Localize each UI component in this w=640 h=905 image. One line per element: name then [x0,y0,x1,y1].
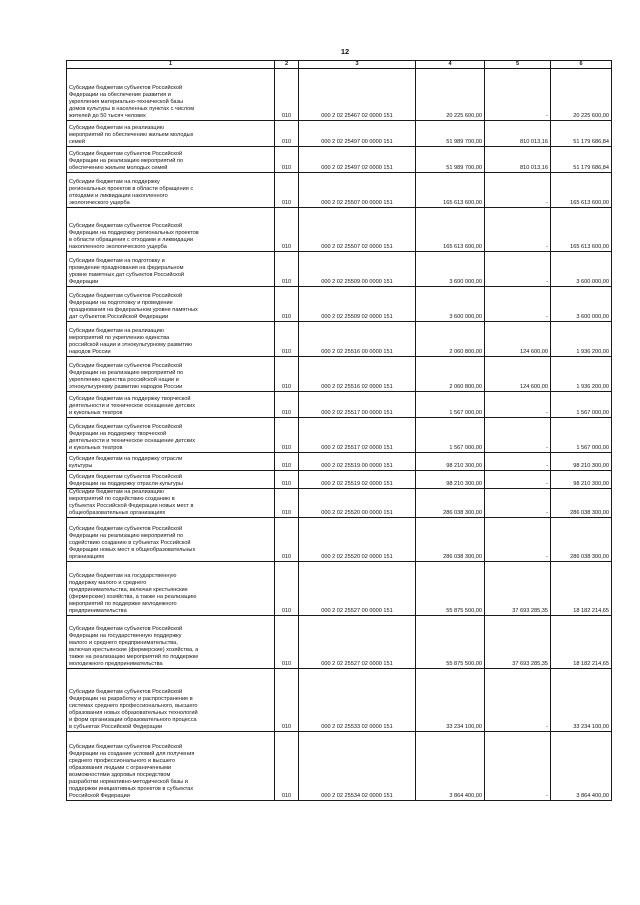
column-header: 5 [485,61,551,69]
executed-amount: - [485,252,551,287]
row-code: 010 [275,208,299,252]
unexecuted-amount: 1 567 000,00 [551,392,612,418]
approved-amount: 20 225 600,00 [416,69,485,121]
column-header: 2 [275,61,299,69]
row-description: Субсидии бюджетам на реализацию мероприятий по обеспечению жильем молодых семей [67,121,275,147]
table-row [67,322,612,357]
budget-classification-code: 000 2 02 25517 02 0000 151 [299,418,416,453]
executed-amount: 810 013,16 [485,121,551,147]
row-description: Субсидии бюджетам субъектов Российской Федерации на поддержку творческой деятельности и техническое оснащение детских и кукольных театров [67,418,275,453]
unexecuted-amount: 1 936 200,00 [551,357,612,392]
approved-amount: 165 613 600,00 [416,173,485,208]
approved-amount: 2 060 800,00 [416,322,485,357]
approved-amount: 286 038 300,00 [416,518,485,562]
executed-amount: 37 693 285,35 [485,616,551,669]
budget-classification-code: 000 2 02 25533 02 0000 151 [299,669,416,732]
row-code: 010 [275,669,299,732]
executed-amount: 124 600,00 [485,357,551,392]
executed-amount: - [485,471,551,489]
budget-classification-code: 000 2 02 25516 02 0000 151 [299,357,416,392]
row-description: Субсидия бюджетам субъектов Российской Федерации на поддержку отрасли культуры [67,471,275,489]
approved-amount: 98 210 300,00 [416,471,485,489]
column-header: 6 [551,61,612,69]
row-description: Субсидии бюджетам на поддержку творческой деятельности и техническое оснащение детских и кукольных театров [67,392,275,418]
row-description: Субсидии бюджетам на реализацию мероприятий по укреплению единства российской нации и этнокультурному развитию народов России [67,322,275,357]
unexecuted-amount: 18 182 214,65 [551,562,612,616]
budget-classification-code: 000 2 02 25527 00 0000 151 [299,562,416,616]
executed-amount: - [485,287,551,322]
unexecuted-amount: 1 936 200,00 [551,322,612,357]
executed-amount: - [485,732,551,801]
budget-classification-code: 000 2 02 25517 00 0000 151 [299,392,416,418]
row-description: Субсидии бюджетам субъектов Российской Федерации на реализацию мероприятий по обеспечению жильем молодых семей [67,147,275,173]
approved-amount: 33 234 100,00 [416,669,485,732]
unexecuted-amount: 51 179 686,84 [551,121,612,147]
row-code: 010 [275,173,299,208]
page-number: 12 [340,47,350,56]
unexecuted-amount: 1 567 000,00 [551,418,612,453]
approved-amount: 165 613 600,00 [416,208,485,252]
row-description: Субсидии бюджетам субъектов Российской Федерации на подготовку и проведение празднования на федеральном уровне памятных дат субъектов Российской Федерации [67,287,275,322]
table-row [67,669,612,732]
row-description: Субсидии бюджетам на реализацию мероприятий по содействию созданию в субъектах Российской Федерации новых мест в общеобразовательных организациях [67,489,275,518]
column-header: 3 [299,61,416,69]
executed-amount: - [485,69,551,121]
unexecuted-amount: 20 225 600,00 [551,69,612,121]
row-description: Субсидии бюджетам субъектов Российской Федерации на реализацию мероприятий по содействию созданию в субъектах Российской Федерации новых мест в общеобразовательных организациях [67,518,275,562]
budget-classification-code: 000 2 02 25467 02 0000 151 [299,69,416,121]
row-description: Субсидии бюджетам субъектов Российской Федерации на реализацию мероприятий по укреплению единства российской нации и этнокультурному развитию народов России [67,357,275,392]
row-code: 010 [275,322,299,357]
budget-classification-code: 000 2 02 25509 02 0000 151 [299,287,416,322]
table-row [67,732,612,801]
table-row [67,287,612,322]
approved-amount: 2 060 800,00 [416,357,485,392]
table-row [67,208,612,252]
unexecuted-amount: 3 864 400,00 [551,732,612,801]
executed-amount: - [485,392,551,418]
row-description: Субсидии бюджетам субъектов Российской Федерации на разработку и распространение в системах среднего профессионального, высшего образования новых образовательных технологий и форм организации образовательного процесса в субъектах Российской Федерации [67,669,275,732]
unexecuted-amount: 286 038 300,00 [551,518,612,562]
column-header: 4 [416,61,485,69]
row-code: 010 [275,489,299,518]
table-row [67,173,612,208]
row-description: Субсидии бюджетам на подготовку и проведение празднования на федеральном уровне памятных дат субъектов Российской Федерации [67,252,275,287]
executed-amount: - [485,489,551,518]
row-description: Субсидии бюджетам субъектов Российской Федерации на обеспечение развития и укрепления материально-технической базы домов культуры в населенных пунктах с числом жителей до 50 тысяч человек [67,69,275,121]
executed-amount: - [485,173,551,208]
row-description: Субсидии бюджетам субъектов Российской Федерации на государственную поддержку малого и среднего предпринимательства, включая крестьянские (фермерские) хозяйства, а также на реализацию мероприятий по поддержке молодежного предпринимательства [67,616,275,669]
budget-classification-code: 000 2 02 25527 02 0000 151 [299,616,416,669]
unexecuted-amount: 51 179 686,84 [551,147,612,173]
row-code: 010 [275,518,299,562]
row-code: 010 [275,418,299,453]
row-description: Субсидии бюджетам субъектов Российской Федерации на поддержку региональных проектов в области обращения с отходами и ликвидации накопленного экологического ущерба [67,208,275,252]
row-code: 010 [275,616,299,669]
budget-classification-code: 000 2 02 25534 02 0000 151 [299,732,416,801]
row-code: 010 [275,69,299,121]
row-code: 010 [275,392,299,418]
row-code: 010 [275,357,299,392]
budget-classification-code: 000 2 02 25520 02 0000 151 [299,518,416,562]
unexecuted-amount: 33 234 100,00 [551,669,612,732]
unexecuted-amount: 165 613 600,00 [551,208,612,252]
column-header: 1 [67,61,275,69]
row-code: 010 [275,287,299,322]
executed-amount: 124 600,00 [485,322,551,357]
budget-classification-code: 000 2 02 25509 00 0000 151 [299,252,416,287]
budget-classification-code: 000 2 02 25520 00 0000 151 [299,489,416,518]
executed-amount: - [485,208,551,252]
table-row [67,518,612,562]
table-row [67,121,612,147]
budget-classification-code: 000 2 02 25507 00 0000 151 [299,173,416,208]
unexecuted-amount: 3 600 000,00 [551,287,612,322]
unexecuted-amount: 3 600 000,00 [551,252,612,287]
table-row [67,471,612,489]
row-code: 010 [275,121,299,147]
row-description: Субсидии бюджетам на поддержку региональных проектов в области обращения с отходами и ликвидации накопленного экологического ущерба [67,173,275,208]
executed-amount: - [485,669,551,732]
table-row [67,69,612,121]
unexecuted-amount: 98 210 300,00 [551,471,612,489]
row-code: 010 [275,252,299,287]
executed-amount: 37 693 285,35 [485,562,551,616]
approved-amount: 3 864 400,00 [416,732,485,801]
executed-amount: - [485,418,551,453]
unexecuted-amount: 18 182 214,65 [551,616,612,669]
approved-amount: 1 567 000,00 [416,392,485,418]
budget-classification-code: 000 2 02 25507 02 0000 151 [299,208,416,252]
approved-amount: 51 989 700,00 [416,121,485,147]
budget-classification-code: 000 2 02 25519 00 0000 151 [299,453,416,471]
row-description: Субсидии бюджетам на государственную поддержку малого и среднего предпринимательства, включая крестьянские (фермерские) хозяйства, а также на реализацию мероприятий по поддержке молодежного предпринимательства [67,562,275,616]
row-code: 010 [275,453,299,471]
executed-amount: 810 013,16 [485,147,551,173]
executed-amount: - [485,453,551,471]
table-row [67,252,612,287]
unexecuted-amount: 286 038 300,00 [551,489,612,518]
table-row [67,147,612,173]
table-row [67,453,612,471]
budget-classification-code: 000 2 02 25497 00 0000 151 [299,121,416,147]
table-row [67,418,612,453]
approved-amount: 286 038 300,00 [416,489,485,518]
row-code: 010 [275,471,299,489]
approved-amount: 3 600 000,00 [416,287,485,322]
approved-amount: 3 600 000,00 [416,252,485,287]
approved-amount: 98 210 300,00 [416,453,485,471]
budget-table [66,60,612,801]
header-row [67,61,612,69]
budget-classification-code: 000 2 02 25497 02 0000 151 [299,147,416,173]
budget-classification-code: 000 2 02 25519 02 0000 151 [299,471,416,489]
unexecuted-amount: 165 613 600,00 [551,173,612,208]
row-description: Субсидия бюджетам на поддержку отрасли культуры [67,453,275,471]
approved-amount: 55 875 500,00 [416,616,485,669]
row-code: 010 [275,732,299,801]
executed-amount: - [485,518,551,562]
row-description: Субсидии бюджетам субъектов Российской Федерации на создание условий для получения среднего профессионального и высшего образования людьми с ограниченными возможностями здоровья посредством разработки нормативно-методической базы и поддержки инициативных проектов в субъектах Российской Федерации [67,732,275,801]
table-row [67,489,612,518]
unexecuted-amount: 98 210 300,00 [551,453,612,471]
budget-classification-code: 000 2 02 25516 00 0000 151 [299,322,416,357]
approved-amount: 51 989 700,00 [416,147,485,173]
row-code: 010 [275,562,299,616]
row-code: 010 [275,147,299,173]
approved-amount: 1 567 000,00 [416,418,485,453]
approved-amount: 55 875 500,00 [416,562,485,616]
table-row [67,616,612,669]
table-row [67,357,612,392]
table-row [67,392,612,418]
table-row [67,562,612,616]
